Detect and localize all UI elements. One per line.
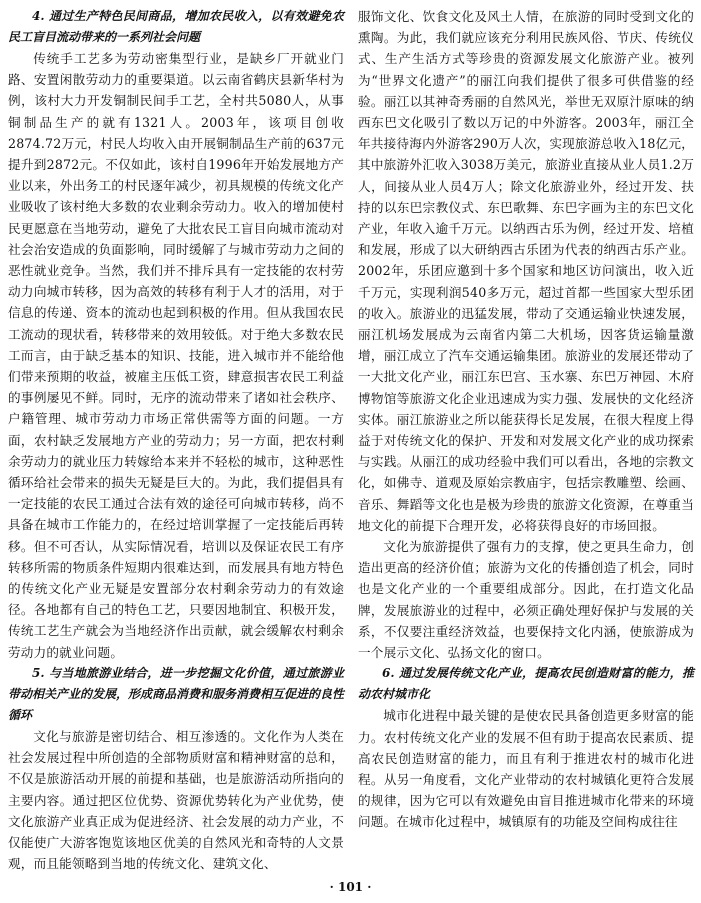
section-heading-6: 6. 通过发展传统文化产业，提高农民创造财富的能力，推动农村城市化 [358, 666, 694, 702]
left-column [8, 6, 344, 874]
section-heading-4: 4. 通过生产特色民间商品，增加农民收入，以有效避免农民工盲目流动带来的一系列社会问题 [8, 9, 344, 44]
section-heading-5: 5. 与当地旅游业结合，进一步挖掘文化价值，通过旅游业带动相关产业的发展，形成商品消费和服务消费相互促进的良性循环 [8, 665, 345, 722]
body-paragraph: 文化与旅游是密切结合、相互渗透的。文化作为人类在社会发展过程中所创造的全部物质财富和精神财富的总和，不仅是旅游活动开展的前提和基础，也是旅游活动所指向的主要内容。通过把区位优势、资源优势转化为产业优势，使文化旅游产业真正成为促进经济、社会发展的动力产业，不仅能使广大游客饱览该地区优美的自然风光和奇特的人文景观，而且能领略到当地的传统文化、建筑文化、 [8, 728, 344, 872]
body-paragraph: 传统手工艺多为劳动密集型行业，是缺乡厂开就业门路、安置闲散劳动力的重要渠道。以云南省鹤庆县新华村为例，该村大力开发铜制民间手工艺，全村共5080人，从事铜制品生产的就有1321人。2003年，该项目创收2874.72万元，村民人均收入由开展铜制品生产前的637元提升到2872元。不仅如此，该村自1996年开始发展地方产业以来，外出务工的村民逐年减少，初具规模的传统文化产业吸收了该村绝大多数的农业剩余劳动力。收入的增加使村民更愿意在当地劳动，避免了大批农民工盲目向城市流动对社会治安造成的负面影响，同时缓解了与城市劳动力之间的恶性就业竞争。当然，我们并不排斥具有一定技能的农村劳动力向城市转移，因为高效的转移有利于人才的活用，对于信息的传递、资本的流动也起到积极的作用。但从我国农民工流动的现状看，转移带来的效用较低。对于绝大多数农民工而言，由于缺乏基本的知识、技能，进入城市并不能给他们带来预期的收益，被雇主压低工资，肆意损害农民工利益的事例屡见不鲜。同时，无序的流动带来了诸如社会秩序、户籍管理、城市劳动力市场正常供需等方面的问题。一方面，农村缺乏发展地方产业的劳动力；另一方面，把农村剩余劳动力的就业压力转嫁给本来并不轻松的城市，这种恶性循环给社会带来的损失无疑是巨大的。为此，我们提倡具有一定技能的农民工通过合法有效的途径可向城市转移，尚不具备在城市工作能力的，在经过培训掌握了一定技能后再转移。但不可否认，从实际情况看，培训以及保证农民工有序转移所需的物质条件短期内很难达到，而发展具有地方特色的传统文化产业无疑是安置部分农村剩余劳动力的有效途径。各地都有自己的特色工艺，只要因地制宜、积极开发，传统工艺生产就会为当地经济作出贡献，就会缓解农村剩余劳动力的就业问题。 [8, 51, 344, 660]
right-column [358, 6, 694, 833]
body-paragraph-continued: 服饰文化、饮食文化及风土人情，在旅游的同时受到文化的熏陶。为此，我们就应该充分利用民族风俗、节庆、传统仪式、生产生活方式等珍贵的资源发展文化旅游产业。被列为“世界文化遗产”的丽江向我们提供了很多可供借鉴的经验。丽江以其神奇秀丽的自然风光，举世无双原汁原味的纳西东巴文化吸引了数以万记的中外游客。2003年，丽江全年共接待海内外游客290万人次，实现旅游总收入18亿元，其中旅游外汇收入3038万美元，旅游业直接从业人员1.2万人，间接从业人员4万人；除文化旅游业外，经过开发、扶持的以东巴宗教仪式、东巴歌舞、东巴字画为主的东巴文化产业，年收入逾千万元。以纳西古乐为例，经过开发、培植和发展，形成了以大研纳西古乐团为代表的纳西古乐产业。2002年，乐团应邀到十多个国家和地区访问演出，收入近千万元，实现利润540多万元，超过首都一些国家大型乐团的收入。旅游业的迅猛发展，带动了交通运输业快速发展，丽江机场发展成为云南省内第二大机场，因客货运输量激增，丽江成立了汽车交通运输集团。旅游业的发展还带动了一大批文化产业，丽江东巴宫、玉水寨、东巴万神园、木府博物馆等旅游文化企业迅速成为实力强、发展快的文化经济实体。丽江旅游业之所以能获得长足发展，在很大程度上得益于对传统文化的保护、开发和对发展文化产业的成功探索与实践。从丽江的成功经验中我们可以看出，各地的宗教文化，如佛寺、道观及原始宗教庙宇，包括宗教雕塑、绘画、音乐、舞蹈等文化也是极为珍贵的旅游文化资源，在尊重当地文化的前提下合理开发，必将获得良好的市场回报。 [358, 9, 694, 533]
body-paragraph: 城市化进程中最关键的是使农民具备创造更多财富的能力。农村传统文化产业的发展不但有助于提高农民素质、提高农民创造财富的能力，而且有利于推进农村的城市化进程。从另一角度看，文化产业带动的农村城镇化更符合发展的规律，因为它可以有效避免由盲目推进城市化带来的环境问题。在城市化过程中，城镇原有的功能及空间构成往往 [358, 708, 694, 830]
page-number: · 101 · [329, 880, 372, 894]
body-paragraph: 文化为旅游提供了强有力的支撑，使之更具生命力，创造出更高的经济价值；旅游为文化的传播创造了机会，同时也是文化产业的一个重要组成部分。因此，在打造文化品牌，发展旅游业的过程中，必须正确处理好保护与发展的关系，不仅要注重经济效益，也要保持文化内涵，使旅游成为一个展示文化、弘扬文化的窗口。 [358, 539, 694, 661]
